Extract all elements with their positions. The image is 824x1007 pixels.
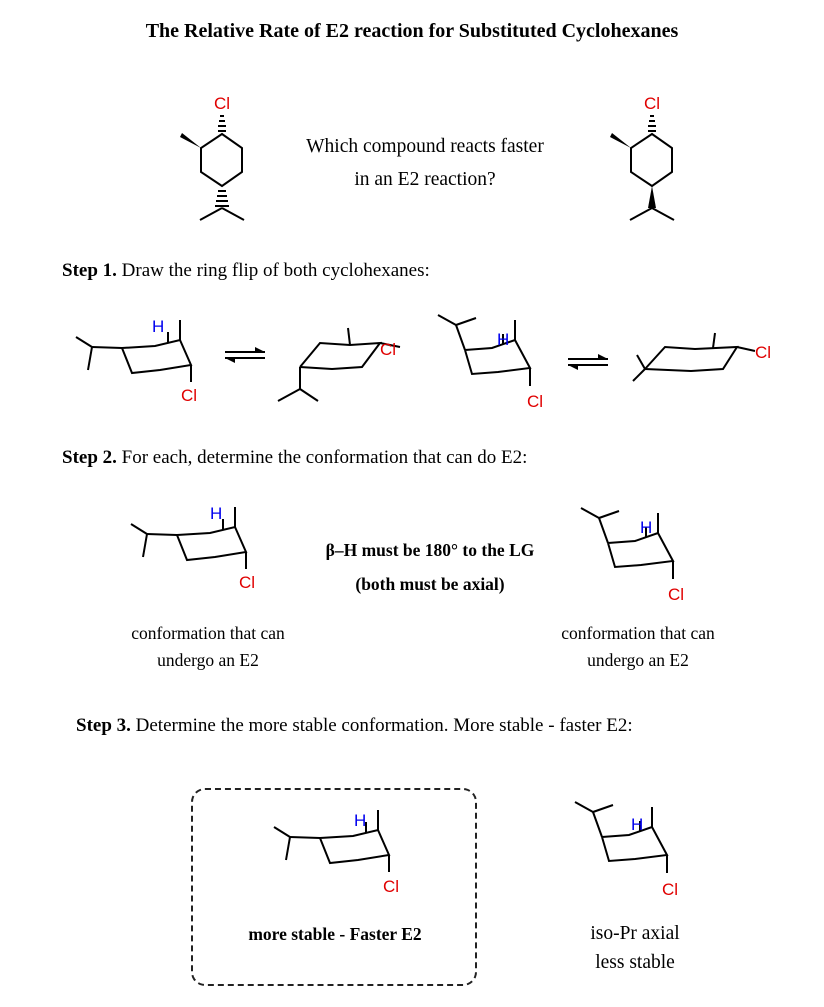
svg-text:Cl: Cl bbox=[239, 573, 256, 592]
svg-text:Cl: Cl bbox=[383, 877, 400, 896]
step-1-label: Step 1. bbox=[62, 260, 117, 281]
step-1-text: Draw the ring flip of both cyclohexanes: bbox=[116, 260, 430, 281]
question-line-2: in an E2 reaction? bbox=[354, 169, 496, 190]
step-2-label: Step 2. bbox=[62, 447, 117, 468]
svg-text:Cl: Cl bbox=[380, 340, 397, 359]
e2-conformer-right bbox=[573, 503, 703, 608]
less-stable-caption-line-2: less stable bbox=[595, 952, 675, 973]
e2-conformer-left bbox=[125, 497, 275, 597]
rule-line-2: (both must be axial) bbox=[355, 574, 505, 594]
molecule-cis-top-left bbox=[170, 90, 260, 230]
svg-text:Cl: Cl bbox=[668, 585, 685, 604]
svg-text:Cl: Cl bbox=[755, 343, 772, 362]
less-stable-caption-line-1: iso-Pr axial bbox=[590, 923, 680, 944]
svg-text:Cl: Cl bbox=[214, 94, 231, 113]
step-2-text: For each, determine the conformation that can do E2: bbox=[116, 447, 528, 468]
equilibrium-arrows-2 bbox=[565, 352, 611, 372]
svg-text:H: H bbox=[354, 811, 367, 830]
step-3-text: Determine the more stable conformation. More stable - faster E2: bbox=[130, 715, 633, 736]
boxed-caption: more stable - Faster E2 bbox=[248, 924, 422, 944]
svg-text:Cl: Cl bbox=[662, 880, 679, 899]
svg-text:H: H bbox=[631, 815, 644, 834]
chair-conformer-2b bbox=[625, 325, 785, 395]
question-line-1: Which compound reacts faster bbox=[306, 136, 544, 157]
molecule-trans-top-right bbox=[600, 90, 690, 230]
chair-conformer-2a bbox=[430, 310, 560, 415]
step-3-label: Step 3. bbox=[76, 715, 131, 736]
equilibrium-arrows-1 bbox=[222, 345, 268, 365]
svg-text:H: H bbox=[497, 330, 510, 349]
svg-text:H: H bbox=[210, 504, 223, 523]
chair-conformer-1a bbox=[70, 310, 220, 410]
svg-text:H: H bbox=[640, 518, 653, 537]
step-3-heading bbox=[76, 715, 633, 737]
caption-right-line-1: conformation that can bbox=[561, 623, 715, 643]
stable-conformer bbox=[268, 800, 418, 900]
less-stable-conformer bbox=[567, 797, 697, 902]
rule-line-1: β–H must be 180° to the LG bbox=[325, 540, 535, 560]
caption-left-line-1: conformation that can bbox=[131, 623, 285, 643]
caption-right-line-2: undergo an E2 bbox=[587, 650, 689, 670]
step-1-heading bbox=[62, 260, 430, 282]
caption-left-line-2: undergo an E2 bbox=[157, 650, 259, 670]
svg-text:H: H bbox=[152, 317, 165, 336]
page-title: The Relative Rate of E2 reaction for Substituted Cyclohexanes bbox=[145, 20, 679, 42]
step-2-heading bbox=[62, 447, 527, 469]
svg-text:Cl: Cl bbox=[181, 386, 198, 405]
svg-text:Cl: Cl bbox=[644, 94, 661, 113]
svg-text:Cl: Cl bbox=[527, 392, 544, 411]
chair-conformer-1b bbox=[270, 325, 420, 415]
